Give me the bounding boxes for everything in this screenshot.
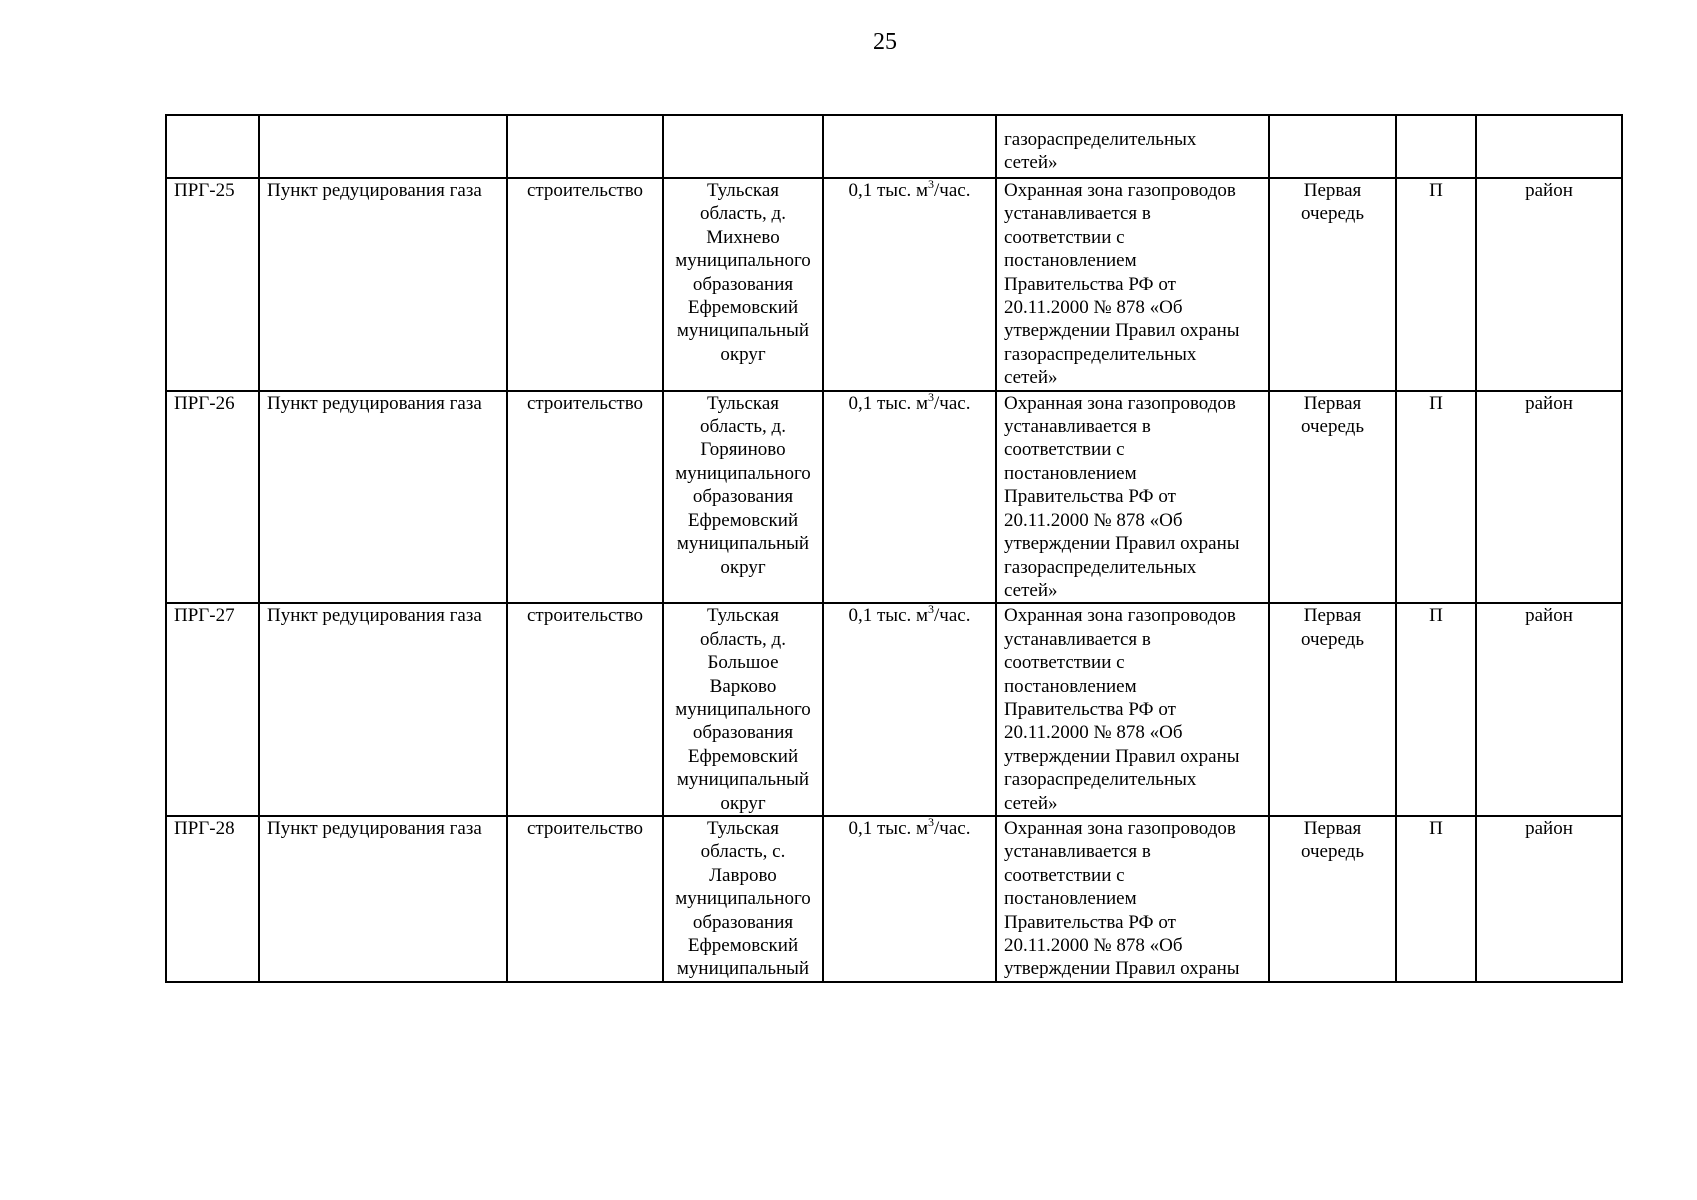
location-line: округ	[720, 792, 766, 814]
zone-line: 20.11.2000 № 878 «Об	[1004, 935, 1183, 956]
cell-code	[166, 391, 259, 604]
capacity-suffix: /час.	[934, 180, 971, 201]
capacity-prefix: 0,1 тыс. м	[848, 817, 929, 839]
location-line: Тульская	[706, 392, 780, 414]
cell-stage	[1269, 391, 1396, 604]
cell-code	[166, 603, 259, 816]
table-row	[166, 603, 1622, 816]
zone-line: Правительства РФ от	[1004, 273, 1176, 295]
zone-line: утверждении Правил охраны	[1004, 533, 1240, 555]
object-significance: район	[1525, 392, 1573, 414]
capacity-value	[831, 179, 988, 202]
stage-line: очередь	[1300, 416, 1364, 438]
zone-line: постановлением	[1004, 888, 1137, 910]
cell-location	[663, 391, 823, 604]
stage-line: Первая	[1303, 180, 1362, 201]
capacity-prefix: 0,1 тыс. м	[848, 605, 929, 627]
stage-line: очередь	[1300, 841, 1364, 863]
object-status: П	[1429, 605, 1443, 627]
table-row	[166, 178, 1622, 391]
cell-code	[166, 816, 259, 982]
location-line: муниципальный	[676, 533, 810, 555]
cell-protection-zone	[996, 115, 1269, 178]
object-significance: район	[1525, 180, 1573, 201]
zone-line: сетей»	[1004, 152, 1058, 174]
continuation-row	[166, 115, 1622, 178]
cell-significance	[1476, 603, 1622, 816]
capacity-value	[831, 604, 988, 627]
capacity-unit-exponent: 3	[928, 814, 935, 829]
object-name: Пункт редуцирования газа	[267, 180, 482, 201]
cell-location	[663, 178, 823, 391]
object-name: Пункт редуцирования газа	[267, 605, 482, 627]
location-line: округ	[720, 343, 766, 365]
capacity-value	[831, 814, 988, 840]
location-line: Ефремовский	[687, 935, 799, 956]
location-line: область, с.	[700, 841, 786, 863]
cell-name	[259, 391, 507, 604]
zone-line: Правительства РФ от	[1004, 911, 1176, 933]
object-name: Пункт редуцирования газа	[267, 817, 482, 839]
capacity-suffix: /час.	[934, 392, 971, 414]
zone-line: Охранная зона газопроводов	[1004, 180, 1236, 201]
table-row	[166, 391, 1622, 604]
location-line: муниципальный	[676, 320, 810, 342]
zone-line: сетей»	[1004, 367, 1058, 389]
location-line: муниципального	[675, 462, 811, 484]
zone-line: устанавливается в	[1004, 628, 1151, 650]
capacity-unit-exponent: 3	[928, 602, 935, 617]
cell-protection-zone	[996, 816, 1269, 982]
object-code: ПРГ-28	[174, 817, 235, 839]
zone-line: газораспределительных	[1004, 343, 1197, 365]
page-number: 25	[873, 29, 897, 55]
zone-line: утверждении Правил охраны	[1004, 745, 1240, 767]
zone-line: постановлением	[1004, 462, 1137, 484]
cell-name	[259, 603, 507, 816]
cell-significance	[1476, 391, 1622, 604]
capacity-unit-exponent: 3	[928, 177, 935, 191]
zone-line: соответствии с	[1004, 226, 1125, 248]
zone-line: 20.11.2000 № 878 «Об	[1004, 722, 1183, 744]
zone-line: устанавливается в	[1004, 203, 1151, 225]
cell-capacity	[823, 115, 996, 178]
location-line: область, д.	[700, 628, 786, 650]
cell-significance	[1476, 816, 1622, 982]
capacity-prefix: 0,1 тыс. м	[848, 180, 929, 201]
cell-significance	[1476, 178, 1622, 391]
zone-line: постановлением	[1004, 675, 1137, 697]
cell-location	[663, 603, 823, 816]
capacity-prefix: 0,1 тыс. м	[848, 392, 929, 414]
stage-line: Первая	[1303, 605, 1362, 627]
location-line: муниципального	[675, 888, 811, 910]
object-name: Пункт редуцирования газа	[267, 392, 482, 414]
object-significance: район	[1525, 605, 1573, 627]
cell-location	[663, 115, 823, 178]
cell-status	[1396, 816, 1476, 982]
cell-status	[1396, 115, 1476, 178]
location-line: область, д.	[700, 203, 786, 225]
location-line: муниципальный	[676, 769, 810, 791]
location-line: округ	[720, 556, 766, 578]
location-line: Тульская	[706, 180, 780, 201]
location-line: Большое	[707, 652, 779, 674]
location-line: муниципального	[675, 698, 811, 720]
cell-code	[166, 115, 259, 178]
location-line: Горяиново	[700, 439, 786, 461]
cell-name	[259, 115, 507, 178]
table-row	[166, 816, 1622, 982]
zone-line: газораспределительных	[1004, 769, 1197, 791]
capacity-value	[831, 389, 988, 415]
object-status: П	[1429, 817, 1443, 839]
zone-line: сетей»	[1004, 579, 1058, 601]
cell-status	[1396, 391, 1476, 604]
stage-line: Первая	[1303, 392, 1362, 414]
zone-line: Правительства РФ от	[1004, 698, 1176, 720]
stage-line: очередь	[1300, 203, 1364, 225]
cell-code	[166, 178, 259, 391]
cell-name	[259, 178, 507, 391]
location-line: Ефремовский	[687, 509, 799, 531]
object-status: П	[1429, 180, 1443, 201]
cell-capacity	[823, 816, 996, 982]
zone-line: газораспределительных	[1004, 129, 1197, 150]
cell-capacity	[823, 178, 996, 391]
cell-capacity	[823, 603, 996, 816]
location-line: образования	[692, 486, 794, 508]
zone-line: Охранная зона газопроводов	[1004, 605, 1236, 627]
cell-type	[507, 115, 663, 178]
object-code: ПРГ-25	[174, 180, 235, 201]
zone-line: газораспределительных	[1004, 556, 1197, 578]
location-line: Михнево	[706, 226, 780, 248]
planned-objects-table	[165, 114, 1623, 983]
zone-line: Охранная зона газопроводов	[1004, 817, 1236, 839]
cell-protection-zone	[996, 603, 1269, 816]
object-code: ПРГ-27	[174, 605, 235, 627]
cell-stage	[1269, 115, 1396, 178]
zone-line: утверждении Правил охраны	[1004, 320, 1240, 342]
zone-line: постановлением	[1004, 250, 1137, 272]
cell-stage	[1269, 178, 1396, 391]
location-line: область, д.	[700, 416, 786, 438]
cell-type	[507, 603, 663, 816]
zone-line: устанавливается в	[1004, 416, 1151, 438]
zone-line: Правительства РФ от	[1004, 486, 1176, 508]
table-body	[166, 115, 1622, 982]
object-code: ПРГ-26	[174, 392, 235, 414]
zone-line: устанавливается в	[1004, 841, 1151, 863]
zone-line: соответствии с	[1004, 864, 1125, 886]
object-status: П	[1429, 392, 1443, 414]
zone-line: сетей»	[1004, 792, 1058, 814]
cell-type	[507, 178, 663, 391]
zone-line: Охранная зона газопроводов	[1004, 392, 1236, 414]
location-line: муниципального	[675, 250, 811, 272]
cell-stage	[1269, 603, 1396, 816]
cell-capacity	[823, 391, 996, 604]
stage-line: Первая	[1303, 817, 1362, 839]
cell-status	[1396, 603, 1476, 816]
location-line: образования	[692, 722, 794, 744]
capacity-suffix: /час.	[934, 605, 971, 627]
location-line: Тульская	[706, 817, 780, 839]
location-line: муниципальный	[676, 958, 810, 980]
zone-line: соответствии с	[1004, 652, 1125, 674]
object-type: строительство	[526, 180, 644, 201]
zone-line: 20.11.2000 № 878 «Об	[1004, 509, 1183, 531]
cell-stage	[1269, 816, 1396, 982]
capacity-suffix: /час.	[934, 817, 971, 839]
location-line: Тульская	[706, 605, 780, 627]
cell-status	[1396, 178, 1476, 391]
location-line: Варково	[709, 675, 777, 697]
cell-protection-zone	[996, 178, 1269, 391]
cell-type	[507, 391, 663, 604]
capacity-unit-exponent: 3	[928, 389, 935, 404]
cell-location	[663, 816, 823, 982]
zone-line: утверждении Правил охраны	[1004, 958, 1240, 980]
object-significance: район	[1525, 817, 1573, 839]
object-type: строительство	[526, 817, 644, 839]
location-line: образования	[692, 911, 794, 933]
cell-significance	[1476, 115, 1622, 178]
location-line: Лаврово	[709, 864, 777, 886]
cell-name	[259, 816, 507, 982]
location-line: Ефремовский	[687, 745, 799, 767]
object-type: строительство	[526, 605, 644, 627]
object-type: строительство	[526, 392, 644, 414]
stage-line: очередь	[1300, 628, 1364, 650]
zone-line: 20.11.2000 № 878 «Об	[1004, 297, 1183, 319]
zone-line: соответствии с	[1004, 439, 1125, 461]
cell-protection-zone	[996, 391, 1269, 604]
cell-type	[507, 816, 663, 982]
location-line: Ефремовский	[687, 297, 799, 319]
location-line: образования	[692, 273, 794, 295]
